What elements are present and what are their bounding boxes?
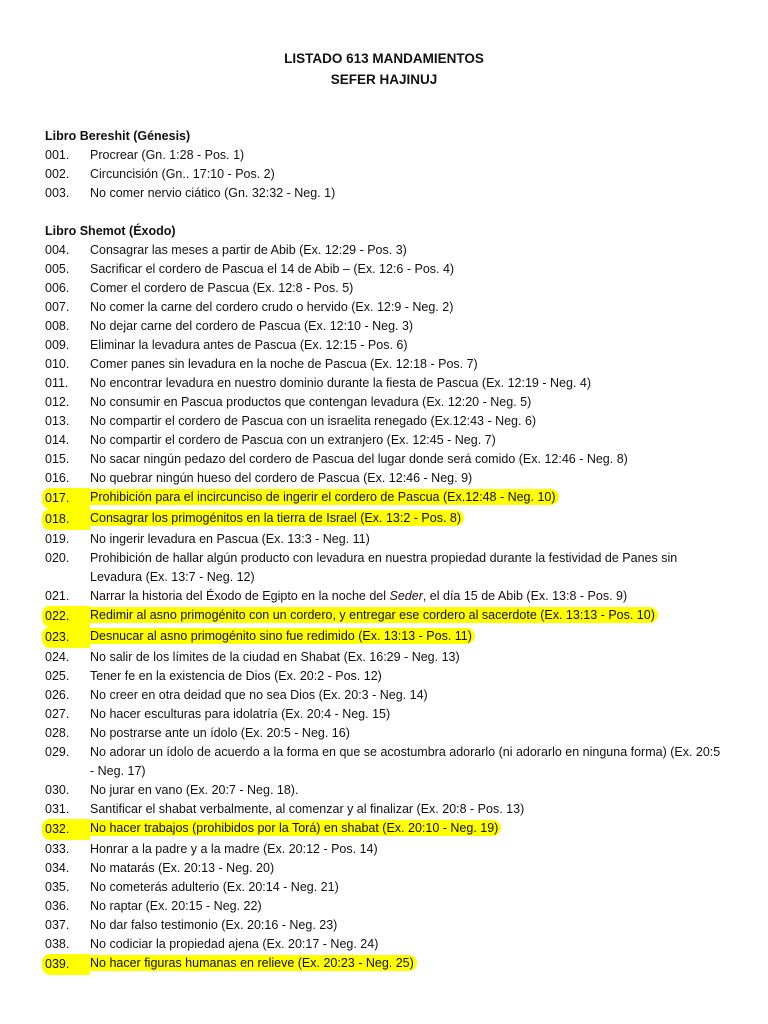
document-subtitle: SEFER HAJINUJ (330, 72, 438, 87)
item-text-content: Redimir al asno primogénito con un cordero, y entregar ese cordero al sacerdote (Ex. 13:13 - Pos. 10) (87, 607, 658, 623)
list-item (45, 743, 735, 781)
item-number: 021. (45, 589, 70, 603)
item-number: 015. (45, 452, 70, 466)
list-item (45, 819, 735, 840)
item-number: 036. (45, 899, 70, 913)
item-number: 038. (45, 937, 70, 951)
item-number: 039. (42, 954, 90, 975)
item-number: 014. (45, 433, 70, 447)
item-number: 023. (42, 627, 90, 648)
list-item (45, 469, 735, 488)
list-item (45, 954, 735, 975)
item-number: 031. (45, 802, 70, 816)
section-heading: Libro Bereshit (Génesis) (45, 129, 191, 143)
list-item (45, 393, 735, 412)
item-text-part: Narrar la historia del Éxodo de Egipto en la noche del (90, 589, 390, 603)
item-text (90, 587, 735, 606)
item-text-content: No cometerás adulterio (Ex. 20:14 - Neg. 21) (90, 880, 339, 894)
item-text-content: No hacer figuras humanas en relieve (Ex. 20:23 - Neg. 25) (87, 955, 417, 971)
item-number: 004. (45, 243, 70, 257)
item-text-content: Consagrar los primogénitos en la tierra de Israel (Ex. 13:2 - Pos. 8) (87, 510, 464, 526)
item-text (90, 509, 735, 530)
list-item (45, 431, 735, 450)
item-text (90, 374, 735, 393)
item-number: 027. (45, 707, 70, 721)
item-text-content: Prohibición de hallar algún producto con levadura en nuestra propiedad durante la festividad de Panes sin Levadura (Ex. 13:7 - Neg. 12) (90, 551, 678, 584)
item-text (90, 355, 735, 374)
item-text (90, 897, 735, 916)
item-text-content: No postrarse ante un ídolo (Ex. 20:5 - Neg. 16) (90, 726, 350, 740)
list-item (45, 260, 735, 279)
item-number: 008. (45, 319, 70, 333)
item-text-content: Desnucar al asno primogénito sino fue redimido (Ex. 13:13 - Pos. 11) (87, 628, 475, 644)
item-text (90, 165, 735, 184)
list-item (45, 450, 735, 469)
section-heading: Libro Shemot (Éxodo) (45, 224, 176, 238)
item-text-content: No adorar un ídolo de acuerdo a la forma en que se acostumbra adorarlo (ni adorarlo en ninguna forma) (Ex. 20:5 - Neg. 17) (90, 745, 721, 778)
item-text (90, 488, 735, 509)
item-text (90, 878, 735, 897)
list-item (45, 916, 735, 935)
item-text (90, 705, 735, 724)
list-item (45, 488, 735, 509)
item-text-content: Eliminar la levadura antes de Pascua (Ex. 12:15 - Pos. 6) (90, 338, 408, 352)
item-text (90, 279, 735, 298)
item-text (90, 781, 735, 800)
list-item (45, 165, 735, 184)
item-number: 032. (42, 819, 90, 840)
item-text-content: No creer en otra deidad que no sea Dios (Ex. 20:3 - Neg. 14) (90, 688, 428, 702)
item-text-content: No jurar en vano (Ex. 20:7 - Neg. 18). (90, 783, 299, 797)
commandment-list (45, 127, 735, 975)
list-item (45, 374, 735, 393)
item-text-content: Procrear (Gn. 1:28 - Pos. 1) (90, 148, 245, 162)
item-text-content: No comer nervio ciático (Gn. 32:32 - Neg. 1) (90, 186, 336, 200)
list-item (45, 279, 735, 298)
list-item (45, 241, 735, 260)
item-number: 033. (45, 842, 70, 856)
item-number: 003. (45, 186, 70, 200)
item-number: 030. (45, 783, 70, 797)
list-item (45, 587, 735, 606)
item-text-wrap (90, 589, 627, 603)
item-text-content: Honrar a la padre y a la madre (Ex. 20:12 - Pos. 14) (90, 842, 378, 856)
item-text (90, 840, 735, 859)
item-text-content: No compartir el cordero de Pascua con un israelita renegado (Ex.12:43 - Neg. 6) (90, 414, 537, 428)
item-number: 001. (45, 148, 70, 162)
item-text (90, 241, 735, 260)
item-text (90, 298, 735, 317)
item-text (90, 724, 735, 743)
item-text-content: Comer el cordero de Pascua (Ex. 12:8 - Pos. 5) (90, 281, 354, 295)
item-number: 022. (42, 606, 90, 627)
item-text (90, 800, 735, 819)
list-item (45, 412, 735, 431)
list-item (45, 781, 735, 800)
item-text-content: No matarás (Ex. 20:13 - Neg. 20) (90, 861, 275, 875)
item-text-content: Sacrificar el cordero de Pascua el 14 de Abib – (Ex. 12:6 - Pos. 4) (90, 262, 455, 276)
item-text (90, 450, 735, 469)
list-item (45, 355, 735, 374)
item-text (90, 627, 735, 648)
item-number: 017. (42, 488, 90, 509)
item-text (90, 916, 735, 935)
item-text (90, 549, 735, 587)
item-text-content: No consumir en Pascua productos que contengan levadura (Ex. 12:20 - Neg. 5) (90, 395, 532, 409)
item-text (90, 317, 735, 336)
item-number: 024. (45, 650, 70, 664)
list-item (45, 298, 735, 317)
item-text-content: No encontrar levadura en nuestro dominio durante la fiesta de Pascua (Ex. 12:19 - Neg. 4) (90, 376, 591, 390)
item-text-content: Prohibición para el incircunciso de ingerir el cordero de Pascua (Ex.12:48 - Neg. 10) (87, 489, 559, 505)
item-text-content: No hacer trabajos (prohibidos por la Torá) en shabat (Ex. 20:10 - Neg. 19) (87, 820, 501, 836)
item-text-part: , el día 15 de Abib (Ex. 13:8 - Pos. 9) (422, 589, 628, 603)
item-text (90, 686, 735, 705)
item-text-content: Santificar el shabat verbalmente, al comenzar y al finalizar (Ex. 20:8 - Pos. 13) (90, 802, 525, 816)
item-text (90, 606, 735, 627)
item-text (90, 393, 735, 412)
item-text-content: No sacar ningún pedazo del cordero de Pascua del lugar donde será comido (Ex. 12:46 - Neg. 8) (90, 452, 628, 466)
item-text (90, 184, 735, 203)
list-item (45, 549, 735, 587)
list-item (45, 840, 735, 859)
item-text-content: No salir de los límites de la ciudad en Shabat (Ex. 16:29 - Neg. 13) (90, 650, 460, 664)
list-item (45, 724, 735, 743)
item-text-content: No ingerir levadura en Pascua (Ex. 13:3 - Neg. 11) (90, 532, 370, 546)
list-item (45, 184, 735, 203)
list-item (45, 897, 735, 916)
item-text (90, 859, 735, 878)
list-item (45, 667, 735, 686)
list-item (45, 648, 735, 667)
item-text (90, 648, 735, 667)
item-number: 013. (45, 414, 70, 428)
item-number: 020. (45, 551, 70, 565)
item-number: 006. (45, 281, 70, 295)
document-title: LISTADO 613 MANDAMIENTOS (284, 51, 484, 66)
item-number: 012. (45, 395, 70, 409)
item-text-emphasis: Seder (389, 589, 423, 603)
item-number: 037. (45, 918, 70, 932)
item-text-content: No dejar carne del cordero de Pascua (Ex. 12:10 - Neg. 3) (90, 319, 414, 333)
item-number: 026. (45, 688, 70, 702)
item-number: 009. (45, 338, 70, 352)
item-text-content: No comer la carne del cordero crudo o hervido (Ex. 12:9 - Neg. 2) (90, 300, 454, 314)
list-item (45, 859, 735, 878)
item-text (90, 667, 735, 686)
item-text (90, 336, 735, 355)
list-item (45, 530, 735, 549)
item-number: 035. (45, 880, 70, 894)
list-item (45, 686, 735, 705)
list-item (45, 878, 735, 897)
item-text (90, 530, 735, 549)
item-number: 018. (42, 509, 90, 530)
item-text-content: No raptar (Ex. 20:15 - Neg. 22) (90, 899, 262, 913)
list-item (45, 800, 735, 819)
list-item (45, 705, 735, 724)
item-number: 029. (45, 745, 70, 759)
list-item (45, 509, 735, 530)
item-text-content: Consagrar las meses a partir de Abib (Ex. 12:29 - Pos. 3) (90, 243, 407, 257)
item-number: 011. (45, 376, 69, 390)
item-text-content: No quebrar ningún hueso del cordero de Pascua (Ex. 12:46 - Neg. 9) (90, 471, 473, 485)
item-number: 025. (45, 669, 70, 683)
item-text (90, 412, 735, 431)
list-item (45, 336, 735, 355)
item-text (90, 431, 735, 450)
item-text-content: Tener fe en la existencia de Dios (Ex. 20:2 - Pos. 12) (90, 669, 382, 683)
item-number: 028. (45, 726, 70, 740)
item-text-content: No compartir el cordero de Pascua con un extranjero (Ex. 12:45 - Neg. 7) (90, 433, 496, 447)
item-text (90, 935, 735, 954)
item-text-content: Comer panes sin levadura en la noche de Pascua (Ex. 12:18 - Pos. 7) (90, 357, 478, 371)
list-item (45, 935, 735, 954)
item-number: 016. (45, 471, 70, 485)
item-number: 019. (45, 532, 70, 546)
list-item (45, 146, 735, 165)
item-text (90, 819, 735, 840)
item-number: 034. (45, 861, 70, 875)
list-item (45, 627, 735, 648)
item-text (90, 146, 735, 165)
item-text-content: No codiciar la propiedad ajena (Ex. 20:17 - Neg. 24) (90, 937, 379, 951)
item-text (90, 954, 735, 975)
item-number: 005. (45, 262, 70, 276)
item-number: 010. (45, 357, 70, 371)
item-number: 002. (45, 167, 70, 181)
item-text (90, 260, 735, 279)
item-text (90, 743, 735, 781)
item-text-content: No hacer esculturas para idolatría (Ex. 20:4 - Neg. 15) (90, 707, 391, 721)
section-spacer (45, 203, 735, 222)
item-number: 007. (45, 300, 70, 314)
list-item (45, 606, 735, 627)
list-item (45, 317, 735, 336)
item-text-content: Circuncisión (Gn.. 17:10 - Pos. 2) (90, 167, 275, 181)
item-text (90, 469, 735, 488)
item-text-content: No dar falso testimonio (Ex. 20:16 - Neg. 23) (90, 918, 338, 932)
